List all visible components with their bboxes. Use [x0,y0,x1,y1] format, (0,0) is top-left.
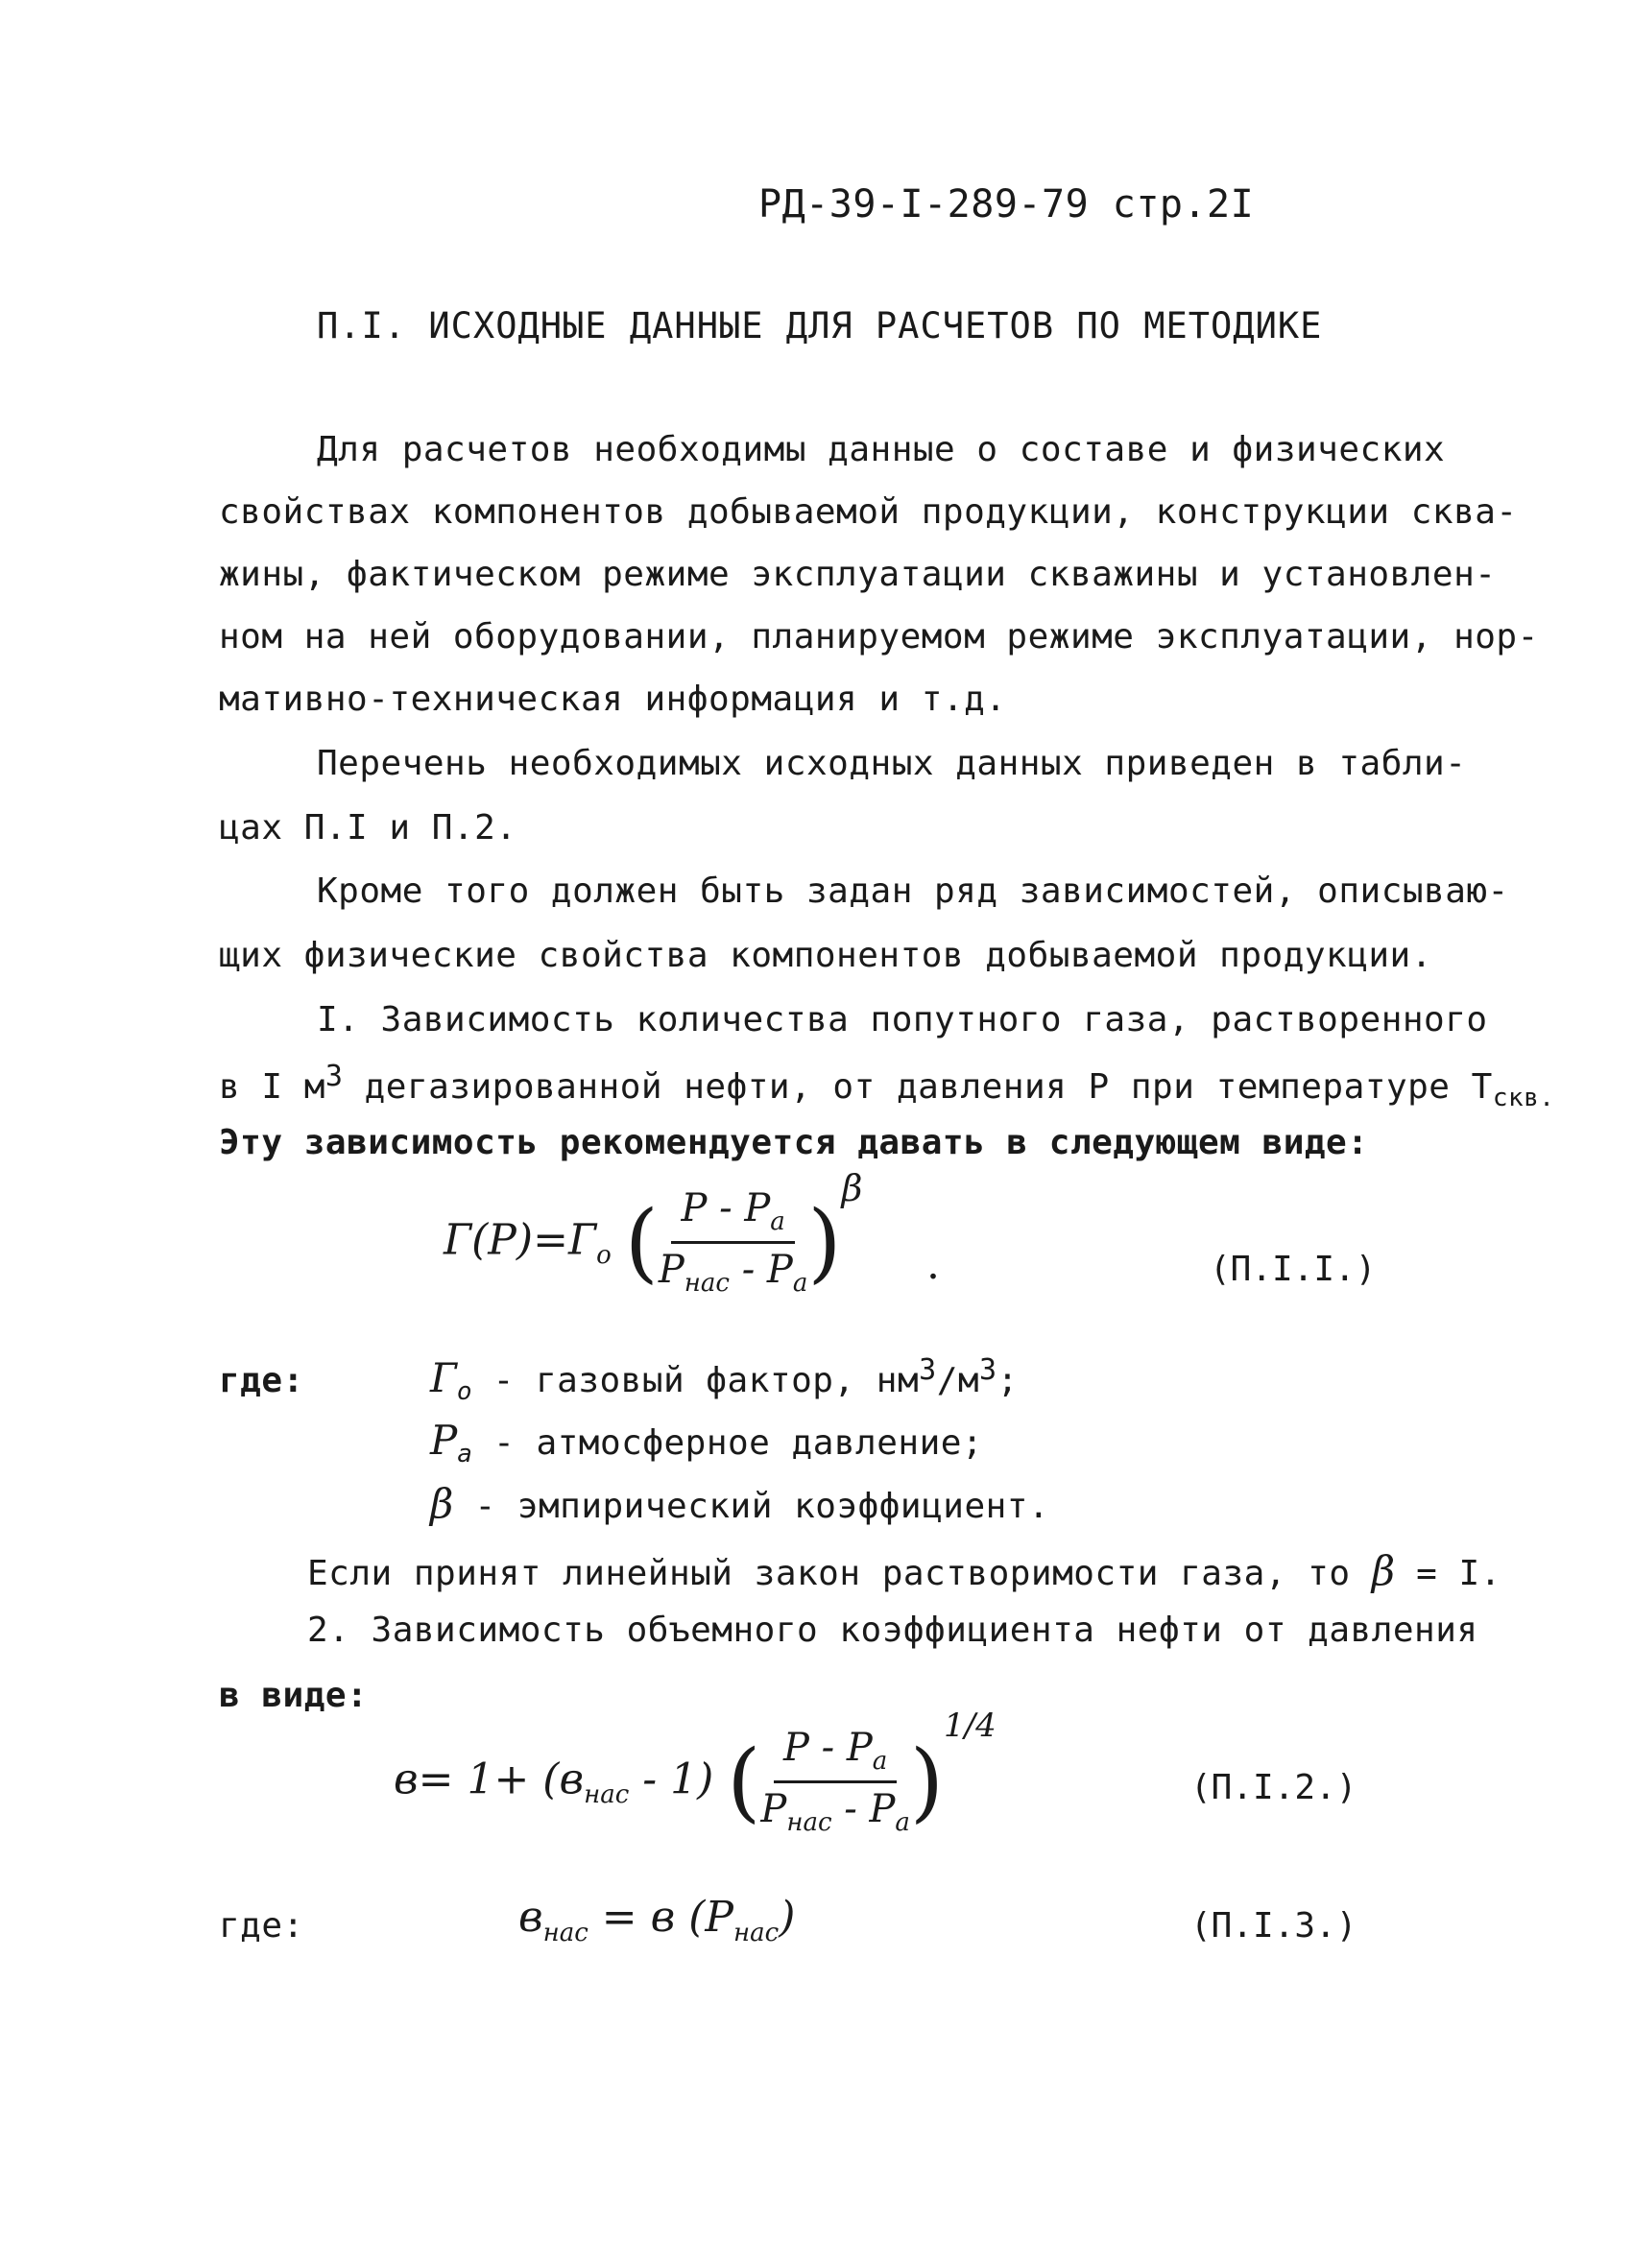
formula2-numerator [774,1728,897,1783]
formula1 [444,1166,863,1299]
formula2-den-text: Р [760,1787,787,1832]
formula1-open-paren: ( [624,1191,659,1293]
where1-item1-text-c: ; [997,1361,1019,1400]
paragraph2-line2: цах П.I и П.2. [219,808,517,848]
where1-item2-sym-sub: a [457,1440,472,1469]
paragraph1-line5: мативно-техническая информация и т.д. [219,680,1007,719]
linear-note-sym: β [1371,1547,1395,1594]
where1-item3 [430,1480,1049,1527]
doc-header: РД-39-I-289-79 стр.2I [758,182,1255,227]
formula1-fraction [659,1188,808,1298]
item1-line2-sub: скв. [1492,1084,1555,1113]
section-title: П.I. ИСХОДНЫЕ ДАННЫЕ ДЛЯ РАСЧЕТОВ ПО МЕТОДИКЕ [317,305,1323,346]
formula1-num-sub: a [770,1207,785,1236]
paragraph1-line1: Для расчетов необходимы данные о составе и физических [317,430,1446,469]
item1-line2 [219,1060,1554,1112]
formula2 [394,1706,997,1838]
formula1-number: (П.I.I.) [1210,1250,1377,1289]
where1-label: где: [219,1361,304,1400]
formula3-number: (П.I.3.) [1190,1906,1357,1946]
item1-line1: I. Зависимость количества попутного газа, растворенного [317,1000,1488,1039]
paragraph1-line4: ном на ней оборудовании, планируемом режиме эксплуатации, нор- [219,617,1539,657]
item1-line3: Эту зависимость рекомендуется давать в следующем виде: [219,1123,1369,1162]
formula1-dot: . [926,1240,940,1289]
where1-item1 [430,1353,1019,1406]
where1-item1-sup1: 3 [919,1353,937,1387]
formula2-den-sub: нас [786,1808,832,1838]
where1-item1-sym-sub: o [456,1377,472,1407]
where1-item3-text: - эмпирический коэффициент. [453,1487,1050,1526]
formula1-num-text: Р - Р [681,1186,771,1230]
item1-line2-text-a: в I м [219,1067,325,1107]
where1-item2-text: - атмосферное давление; [471,1423,984,1463]
formula3-label: где: [219,1906,304,1946]
formula1-numerator [671,1188,794,1244]
linear-note [307,1547,1501,1594]
linear-note-text-a: Если принят линейный закон растворимости газа, то [307,1554,1372,1593]
formula1-den-tail: - Р [729,1248,793,1293]
formula2-num-sub: a [872,1747,888,1776]
paragraph3-line2: щих физические свойства компонентов добываемой продукции. [219,936,1432,975]
where1-item1-text-b: /м [936,1361,980,1400]
item1-line2-sup: 3 [324,1060,344,1093]
item2-line2: в виде: [219,1676,369,1715]
formula2-lhs: в= 1+ (в [394,1755,585,1804]
formula1-den-tail-sub: a [792,1269,808,1299]
paragraph1-line2: свойствах компонентов добываемой продукции, конструкции сква- [219,492,1518,532]
formula2-exponent: 1/4 [944,1706,997,1745]
formula3-lhs-sub: нас [542,1918,588,1947]
where1-item1-text-a: - газовый фактор, нм [471,1361,920,1400]
formula1-lhs: Г(Р)=Г [444,1215,597,1265]
formula2-denominator [760,1783,910,1836]
formula1-lhs-sub: o [596,1241,612,1271]
formula2-number: (П.I.2.) [1190,1768,1357,1807]
formula3-lhs: в [518,1893,543,1942]
formula3 [518,1893,795,1947]
where1-item2 [430,1417,983,1468]
formula1-denominator [659,1244,808,1297]
formula1-close-paren: ) [807,1191,842,1293]
paragraph3-line1: Кроме того должен быть задан ряд зависимостей, описываю- [317,871,1509,911]
formula1-den-text: Р [658,1248,684,1293]
formula2-open-paren: ( [727,1731,761,1832]
formula1-exponent: β [841,1166,863,1209]
formula2-num-text: Р - Р [783,1726,873,1770]
linear-note-text-b: = I. [1394,1554,1501,1593]
paragraph1-line3: жины, фактическом режиме эксплуатации скважины и установлен- [219,555,1497,594]
formula2-close-paren: ) [909,1731,945,1832]
formula2-den-tail: - Р [831,1787,896,1832]
formula2-fraction [760,1728,910,1837]
formula1-den-sub: нас [684,1269,730,1299]
formula2-lhs-tail: - 1) [629,1755,714,1804]
item2-line1: 2. Зависимость объемного коэффициента нефти от давления [307,1611,1478,1650]
formula3-mid-sub: нас [733,1918,780,1947]
item1-line2-text-b: дегазированной нефти, от давления Р при температуре Т [343,1067,1493,1107]
formula2-lhs-sub: нас [584,1780,630,1810]
formula2-den-tail-sub: a [895,1808,910,1838]
paragraph2-line1: Перечень необходимых исходных данных приведен в табли- [317,744,1467,783]
where1-item3-sym: β [430,1480,454,1527]
where1-item1-sym: Г [430,1354,457,1401]
formula3-mid: = в (Р [588,1893,734,1942]
where1-item2-sym: Р [430,1417,458,1464]
where1-item1-sup2: 3 [979,1353,997,1387]
formula3-tail: ) [779,1893,796,1942]
